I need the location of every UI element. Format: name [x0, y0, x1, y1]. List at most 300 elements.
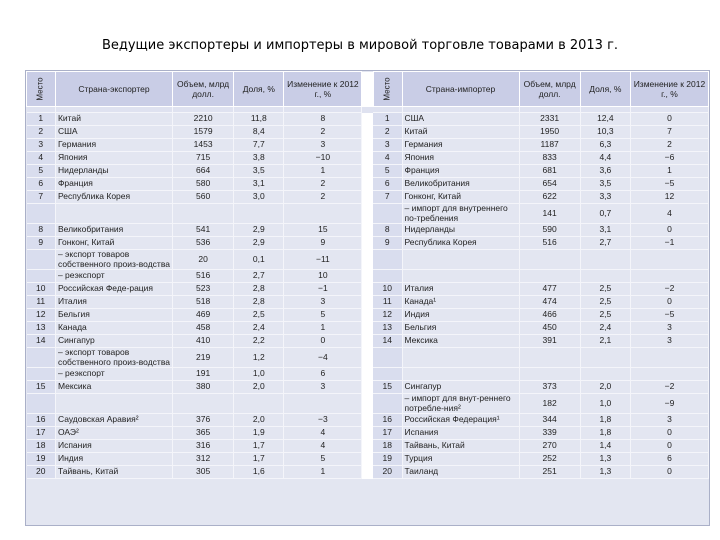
table-row: [27, 250, 709, 270]
exporter-volume-cell: 312: [172, 453, 233, 466]
importer-volume-cell: 391: [519, 335, 580, 348]
importer-change-cell: 0: [630, 440, 708, 453]
importer-change-cell: [630, 368, 708, 381]
exporter-name-cell: [55, 394, 172, 414]
importer-change-cell: 0: [630, 224, 708, 237]
importer-name-cell: Испания: [402, 427, 519, 440]
importer-name-cell: Республика Корея: [402, 237, 519, 250]
exporter-name-cell: Канада: [55, 322, 172, 335]
exporter-change-cell: 6: [284, 368, 362, 381]
exporter-volume-cell: 469: [172, 309, 233, 322]
exporter-name-cell: США: [55, 126, 172, 139]
header-rank-importer: Место: [373, 72, 402, 107]
exporter-name-cell: Республика Корея: [55, 191, 172, 204]
column-gap: [362, 178, 373, 191]
exporter-share-cell: 8,4: [234, 126, 284, 139]
exporter-share-cell: 2,0: [234, 414, 284, 427]
column-gap: [362, 250, 373, 270]
table-row: [27, 414, 709, 427]
exporter-share-cell: 1,6: [234, 466, 284, 479]
page-title: Ведущие экспортеры и импортеры в мировой торговле товарами в 2013 г.: [101, 38, 619, 53]
exporter-name-cell: Испания: [55, 440, 172, 453]
column-gap: [362, 466, 373, 479]
exporter-name-cell: Франция: [55, 178, 172, 191]
exporter-name-cell: Индия: [55, 453, 172, 466]
importer-volume-cell: 654: [519, 178, 580, 191]
importer-share-cell: 2,4: [580, 322, 630, 335]
importer-change-cell: −2: [630, 381, 708, 394]
importer-change-cell: −6: [630, 152, 708, 165]
importer-volume-cell: 270: [519, 440, 580, 453]
exporter-change-cell: −11: [284, 250, 362, 270]
importer-volume-cell: 182: [519, 394, 580, 414]
importer-name-cell: Таиланд: [402, 466, 519, 479]
exporter-volume-cell: 715: [172, 152, 233, 165]
importer-name-cell: [402, 348, 519, 368]
importer-rank-cell: [373, 250, 402, 270]
importer-change-cell: 6: [630, 453, 708, 466]
exporter-rank-cell: 8: [27, 224, 56, 237]
importer-name-cell: Нидерланды: [402, 224, 519, 237]
exporter-share-cell: 2,9: [234, 237, 284, 250]
exporter-rank-cell: 12: [27, 309, 56, 322]
table-row: [27, 466, 709, 479]
exporter-change-cell: −10: [284, 152, 362, 165]
importer-rank-cell: [373, 368, 402, 381]
exporter-rank-cell: [27, 368, 56, 381]
table-row: [27, 178, 709, 191]
exporter-share-cell: 3,8: [234, 152, 284, 165]
exporter-share-cell: 7,7: [234, 139, 284, 152]
importer-share-cell: 2,0: [580, 381, 630, 394]
importer-rank-cell: 12: [373, 309, 402, 322]
exporter-volume-cell: 518: [172, 296, 233, 309]
table-row: [27, 237, 709, 250]
exporter-rank-cell: [27, 250, 56, 270]
importer-share-cell: [580, 348, 630, 368]
exporter-volume-cell: [172, 394, 233, 414]
column-gap: [362, 368, 373, 381]
importer-change-cell: 3: [630, 322, 708, 335]
importer-share-cell: 2,7: [580, 237, 630, 250]
exporter-name-cell: Япония: [55, 152, 172, 165]
importer-share-cell: [580, 270, 630, 283]
header-importer: Страна-импортер: [402, 72, 519, 107]
importer-name-cell: [402, 270, 519, 283]
importer-change-cell: −5: [630, 178, 708, 191]
column-gap: [362, 414, 373, 427]
table-row: [27, 296, 709, 309]
header-change-exporter: Изменение к 2012 г., %: [284, 72, 362, 107]
column-gap: [362, 126, 373, 139]
importer-change-cell: −5: [630, 309, 708, 322]
importer-volume-cell: [519, 368, 580, 381]
trade-table: [25, 70, 710, 526]
exporter-volume-cell: 541: [172, 224, 233, 237]
column-gap: [362, 283, 373, 296]
importer-share-cell: 1,3: [580, 453, 630, 466]
importer-volume-cell: 1187: [519, 139, 580, 152]
exporter-name-cell: [55, 204, 172, 224]
exporter-share-cell: 2,0: [234, 381, 284, 394]
importer-rank-cell: 16: [373, 414, 402, 427]
exporter-rank-cell: 15: [27, 381, 56, 394]
exporter-rank-cell: 10: [27, 283, 56, 296]
importer-volume-cell: 339: [519, 427, 580, 440]
importer-name-cell: Мексика: [402, 335, 519, 348]
importer-rank-cell: 7: [373, 191, 402, 204]
table-row: [27, 270, 709, 283]
exporter-name-cell: – реэкспорт: [55, 368, 172, 381]
table-row: [27, 309, 709, 322]
importer-change-cell: 3: [630, 335, 708, 348]
table-row: [27, 427, 709, 440]
importer-volume-cell: 466: [519, 309, 580, 322]
table-row: [27, 322, 709, 335]
exporter-volume-cell: 1453: [172, 139, 233, 152]
exporter-share-cell: 3,5: [234, 165, 284, 178]
importer-share-cell: 1,3: [580, 466, 630, 479]
exporter-rank-cell: 3: [27, 139, 56, 152]
importer-share-cell: 6,3: [580, 139, 630, 152]
exporter-name-cell: Мексика: [55, 381, 172, 394]
column-gap: [362, 440, 373, 453]
exporter-rank-cell: 1: [27, 113, 56, 126]
exporter-volume-cell: 516: [172, 270, 233, 283]
exporter-share-cell: 1,0: [234, 368, 284, 381]
table-row: [27, 191, 709, 204]
header-share-exporter: Доля, %: [234, 72, 284, 107]
exporter-change-cell: 4: [284, 440, 362, 453]
importer-name-cell: Япония: [402, 152, 519, 165]
exporter-share-cell: 2,8: [234, 296, 284, 309]
column-gap: [362, 113, 373, 126]
importer-change-cell: [630, 270, 708, 283]
exporter-share-cell: 2,5: [234, 309, 284, 322]
exporter-share-cell: 2,2: [234, 335, 284, 348]
column-gap: [362, 270, 373, 283]
table-row: [27, 204, 709, 224]
exporter-volume-cell: 376: [172, 414, 233, 427]
column-gap: [362, 152, 373, 165]
exporter-rank-cell: 17: [27, 427, 56, 440]
exporter-name-cell: Гонконг, Китай: [55, 237, 172, 250]
importer-volume-cell: 450: [519, 322, 580, 335]
exporter-name-cell: Российская Феде-рация: [55, 283, 172, 296]
exporter-name-cell: Тайвань, Китай: [55, 466, 172, 479]
importer-name-cell: – импорт для внут-реннего потребле-ния²: [402, 394, 519, 414]
exporter-name-cell: Саудовская Аравия²: [55, 414, 172, 427]
exporter-change-cell: 3: [284, 381, 362, 394]
importer-name-cell: США: [402, 113, 519, 126]
column-gap: [362, 394, 373, 414]
header-row: [27, 72, 709, 107]
importer-rank-cell: 3: [373, 139, 402, 152]
table-row: [27, 368, 709, 381]
header-volume-exporter: Объем, млрд долл.: [172, 72, 233, 107]
exporter-share-cell: 3,0: [234, 191, 284, 204]
column-gap: [362, 427, 373, 440]
importer-rank-cell: 10: [373, 283, 402, 296]
exporter-rank-cell: 11: [27, 296, 56, 309]
column-gap: [362, 165, 373, 178]
exporter-change-cell: [284, 394, 362, 414]
exporter-volume-cell: 458: [172, 322, 233, 335]
exporter-name-cell: Китай: [55, 113, 172, 126]
importer-name-cell: Индия: [402, 309, 519, 322]
exporter-rank-cell: 18: [27, 440, 56, 453]
exporter-volume-cell: 1579: [172, 126, 233, 139]
exporter-volume-cell: 410: [172, 335, 233, 348]
exporter-rank-cell: 6: [27, 178, 56, 191]
importer-volume-cell: [519, 270, 580, 283]
importer-change-cell: 0: [630, 113, 708, 126]
importer-share-cell: 2,5: [580, 283, 630, 296]
exporter-rank-cell: 7: [27, 191, 56, 204]
importer-share-cell: 2,5: [580, 296, 630, 309]
exporter-change-cell: 1: [284, 165, 362, 178]
exporter-name-cell: Бельгия: [55, 309, 172, 322]
exporter-change-cell: 2: [284, 126, 362, 139]
exporter-rank-cell: 13: [27, 322, 56, 335]
importer-name-cell: Сингапур: [402, 381, 519, 394]
importer-name-cell: Тайвань, Китай: [402, 440, 519, 453]
importer-share-cell: 1,8: [580, 427, 630, 440]
importer-volume-cell: 622: [519, 191, 580, 204]
column-gap: [362, 296, 373, 309]
importer-rank-cell: 2: [373, 126, 402, 139]
importer-change-cell: 12: [630, 191, 708, 204]
importer-volume-cell: 1950: [519, 126, 580, 139]
importer-volume-cell: 251: [519, 466, 580, 479]
importer-change-cell: 0: [630, 466, 708, 479]
exporter-change-cell: −1: [284, 283, 362, 296]
exporter-volume-cell: 316: [172, 440, 233, 453]
importer-share-cell: 1,0: [580, 394, 630, 414]
table-row: [27, 126, 709, 139]
importer-name-cell: Канада¹: [402, 296, 519, 309]
table-row: [27, 113, 709, 126]
importer-change-cell: −1: [630, 237, 708, 250]
importer-change-cell: 0: [630, 427, 708, 440]
exporter-change-cell: 1: [284, 466, 362, 479]
table-row: [27, 394, 709, 414]
exporter-name-cell: Германия: [55, 139, 172, 152]
table-row: [27, 224, 709, 237]
exporter-rank-cell: 9: [27, 237, 56, 250]
importer-share-cell: 1,8: [580, 414, 630, 427]
exporter-change-cell: 5: [284, 453, 362, 466]
exporter-share-cell: 0,1: [234, 250, 284, 270]
importer-change-cell: 2: [630, 139, 708, 152]
importer-share-cell: 2,5: [580, 309, 630, 322]
importer-rank-cell: [373, 394, 402, 414]
importer-share-cell: 3,6: [580, 165, 630, 178]
importer-volume-cell: 516: [519, 237, 580, 250]
importer-change-cell: 7: [630, 126, 708, 139]
importer-rank-cell: 14: [373, 335, 402, 348]
exporter-name-cell: Италия: [55, 296, 172, 309]
importer-share-cell: 2,1: [580, 335, 630, 348]
exporter-share-cell: 2,4: [234, 322, 284, 335]
importer-change-cell: −2: [630, 283, 708, 296]
importer-name-cell: Италия: [402, 283, 519, 296]
importer-volume-cell: [519, 348, 580, 368]
header-exporter: Страна-экспортер: [55, 72, 172, 107]
importer-volume-cell: 590: [519, 224, 580, 237]
exporter-volume-cell: 365: [172, 427, 233, 440]
importer-rank-cell: 9: [373, 237, 402, 250]
exporter-volume-cell: 560: [172, 191, 233, 204]
importer-share-cell: 4,4: [580, 152, 630, 165]
importer-rank-cell: 8: [373, 224, 402, 237]
exporter-volume-cell: 536: [172, 237, 233, 250]
header-change-importer: Изменение к 2012 г., %: [630, 72, 708, 107]
exporter-name-cell: – экспорт товаров собственного произ-водства: [55, 250, 172, 270]
importer-volume-cell: 141: [519, 204, 580, 224]
importer-volume-cell: 344: [519, 414, 580, 427]
column-gap: [362, 237, 373, 250]
exporter-rank-cell: 20: [27, 466, 56, 479]
importer-rank-cell: [373, 348, 402, 368]
exporter-volume-cell: 2210: [172, 113, 233, 126]
importer-volume-cell: 373: [519, 381, 580, 394]
header-share-importer: Доля, %: [580, 72, 630, 107]
exporter-change-cell: 8: [284, 113, 362, 126]
exporter-rank-cell: [27, 204, 56, 224]
importer-share-cell: 12,4: [580, 113, 630, 126]
table-row: [27, 348, 709, 368]
importer-volume-cell: [519, 250, 580, 270]
importer-name-cell: – импорт для внутреннего по-требления: [402, 204, 519, 224]
importer-change-cell: 1: [630, 165, 708, 178]
exporter-change-cell: −3: [284, 414, 362, 427]
exporter-rank-cell: 2: [27, 126, 56, 139]
exporter-share-cell: 1,7: [234, 453, 284, 466]
exporter-change-cell: −4: [284, 348, 362, 368]
importer-rank-cell: 11: [373, 296, 402, 309]
importer-name-cell: Бельгия: [402, 322, 519, 335]
importer-share-cell: [580, 250, 630, 270]
importer-change-cell: [630, 250, 708, 270]
exporter-name-cell: Сингапур: [55, 335, 172, 348]
exporter-change-cell: 3: [284, 139, 362, 152]
trade-table-grid: [26, 71, 709, 479]
importer-change-cell: 3: [630, 414, 708, 427]
exporter-change-cell: 9: [284, 237, 362, 250]
exporter-name-cell: Нидерланды: [55, 165, 172, 178]
importer-share-cell: 10,3: [580, 126, 630, 139]
exporter-name-cell: – реэкспорт: [55, 270, 172, 283]
importer-rank-cell: 15: [373, 381, 402, 394]
exporter-change-cell: 3: [284, 296, 362, 309]
importer-volume-cell: 477: [519, 283, 580, 296]
importer-share-cell: 3,5: [580, 178, 630, 191]
exporter-share-cell: 11,8: [234, 113, 284, 126]
importer-name-cell: Китай: [402, 126, 519, 139]
exporter-share-cell: 1,2: [234, 348, 284, 368]
importer-rank-cell: 13: [373, 322, 402, 335]
header-volume-importer: Объем, млрд долл.: [519, 72, 580, 107]
exporter-share-cell: [234, 394, 284, 414]
exporter-share-cell: 2,8: [234, 283, 284, 296]
importer-rank-cell: 5: [373, 165, 402, 178]
importer-change-cell: −9: [630, 394, 708, 414]
table-row: [27, 165, 709, 178]
exporter-volume-cell: 191: [172, 368, 233, 381]
column-gap: [362, 139, 373, 152]
exporter-name-cell: – экспорт товаров собственного произ-водства: [55, 348, 172, 368]
column-gap: [362, 191, 373, 204]
exporter-change-cell: 0: [284, 335, 362, 348]
exporter-share-cell: 1,7: [234, 440, 284, 453]
importer-rank-cell: 17: [373, 427, 402, 440]
importer-rank-cell: 4: [373, 152, 402, 165]
table-row: [27, 152, 709, 165]
importer-change-cell: 4: [630, 204, 708, 224]
table-row: [27, 440, 709, 453]
exporter-rank-cell: 14: [27, 335, 56, 348]
importer-rank-cell: [373, 204, 402, 224]
exporter-rank-cell: [27, 394, 56, 414]
importer-share-cell: [580, 368, 630, 381]
table-row: [27, 139, 709, 152]
exporter-rank-cell: 19: [27, 453, 56, 466]
exporter-share-cell: [234, 204, 284, 224]
importer-rank-cell: 18: [373, 440, 402, 453]
exporter-volume-cell: 305: [172, 466, 233, 479]
exporter-volume-cell: 380: [172, 381, 233, 394]
column-gap: [362, 72, 373, 107]
importer-name-cell: Франция: [402, 165, 519, 178]
exporter-name-cell: Великобритания: [55, 224, 172, 237]
exporter-change-cell: 4: [284, 427, 362, 440]
exporter-volume-cell: [172, 204, 233, 224]
importer-rank-cell: 1: [373, 113, 402, 126]
exporter-change-cell: [284, 204, 362, 224]
exporter-share-cell: 2,7: [234, 270, 284, 283]
exporter-change-cell: 5: [284, 309, 362, 322]
importer-name-cell: Германия: [402, 139, 519, 152]
column-gap: [362, 453, 373, 466]
exporter-rank-cell: 4: [27, 152, 56, 165]
column-gap: [362, 381, 373, 394]
exporter-share-cell: 2,9: [234, 224, 284, 237]
column-gap: [362, 335, 373, 348]
importer-rank-cell: 6: [373, 178, 402, 191]
header-rank-exporter: Место: [27, 72, 56, 107]
importer-share-cell: 0,7: [580, 204, 630, 224]
importer-change-cell: 0: [630, 296, 708, 309]
exporter-change-cell: 2: [284, 178, 362, 191]
importer-change-cell: [630, 348, 708, 368]
column-gap: [362, 204, 373, 224]
importer-rank-cell: [373, 270, 402, 283]
exporter-rank-cell: 5: [27, 165, 56, 178]
exporter-volume-cell: 580: [172, 178, 233, 191]
exporter-change-cell: 2: [284, 191, 362, 204]
importer-rank-cell: 20: [373, 466, 402, 479]
importer-volume-cell: 681: [519, 165, 580, 178]
importer-name-cell: [402, 368, 519, 381]
table-row: [27, 453, 709, 466]
exporter-change-cell: 1: [284, 322, 362, 335]
importer-share-cell: 1,4: [580, 440, 630, 453]
importer-name-cell: Российская Федерация¹: [402, 414, 519, 427]
exporter-rank-cell: 16: [27, 414, 56, 427]
exporter-change-cell: 10: [284, 270, 362, 283]
exporter-share-cell: 3,1: [234, 178, 284, 191]
